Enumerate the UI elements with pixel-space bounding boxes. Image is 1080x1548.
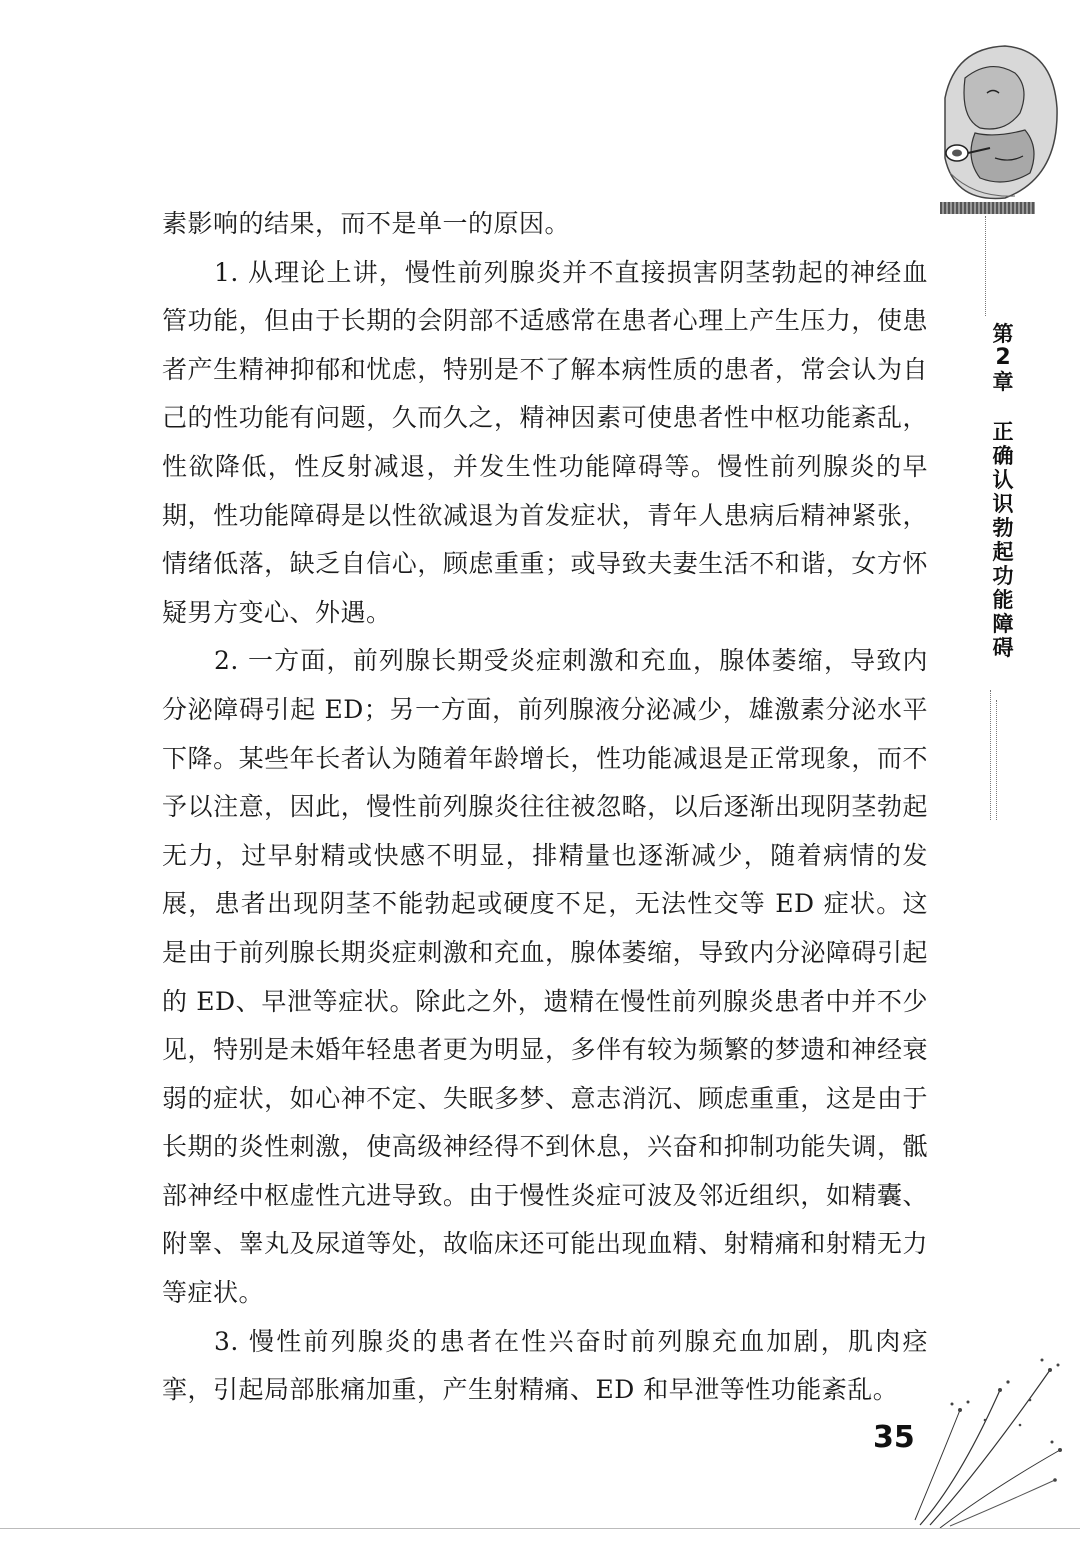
chapter-bar (940, 202, 1035, 214)
paragraph: 3. 慢性前列腺炎的患者在性兴奋时前列腺充血加剧，肌肉痉挛，引起局部胀痛加重，产生射精痛、ED 和早泄等性功能紊乱。 (162, 1326, 928, 1405)
side-dotted-line (990, 690, 991, 820)
page-number: 35 (873, 1420, 915, 1455)
side-dotted-line (985, 216, 986, 316)
body-text (162, 200, 928, 1415)
chapter-tab (988, 322, 1018, 660)
paragraph: 素影响的结果，而不是单一的原因。 (162, 209, 571, 238)
paragraph: 2. 一方面，前列腺长期受炎症刺激和充血，腺体萎缩，导致内分泌障碍引起 ED；另一方面，前列腺液分泌减少，雄激素分泌水平下降。某些年长者认为随着年龄增长，性功能减退是正常现象，而不予以注意，因此，慢性前列腺炎往往被忽略，以后逐渐出现阴茎勃起无力，过早射精或快感不明显，排精量也逐渐减少，随着病情的发展，患者出现阴茎不能勃起或硬度不足，无法性交等 ED 症状。这是由于前列腺长期炎症刺激和充血，腺体萎缩，导致内分泌障碍引起的 ED、早泄等症状。除此之外，遗精在慢性前列腺炎患者中并不少见，特别是未婚年轻患者更为明显，多伴有较为频繁的梦遗和神经衰弱的症状，如心神不定、失眠多梦、意志消沉、顾虑重重，这是由于长期的炎性刺激，使高级神经得不到休息，兴奋和抑制功能失调，骶部神经中枢虚性亢进导致。由于慢性炎症可波及邻近组织，如精囊、附睾、睾丸及尿道等处，故临床还可能出现血精、射精痛和射精无力等症状。 (162, 646, 928, 1308)
chapter-number: 2 (995, 345, 1011, 370)
corner-illustration (935, 38, 1060, 208)
floral-decoration (900, 1330, 1070, 1530)
chapter-prefix: 第 (992, 322, 1014, 346)
side-dotted-line (996, 700, 997, 820)
bottom-rule (0, 1528, 1080, 1529)
chapter-suffix: 章 (992, 370, 1014, 394)
paragraph: 1. 从理论上讲，慢性前列腺炎并不直接损害阴茎勃起的神经血管功能，但由于长期的会阴部不适感常在患者心理上产生压力，使患者产生精神抑郁和忧虑，特别是不了解本病性质的患者，常会认为自己的性功能有问题，久而久之，精神因素可使患者性中枢功能紊乱，性欲降低，性反射减退，并发生性功能障碍等。慢性前列腺炎的早期，性功能障碍是以性欲减退为首发症状，青年人患病后精神紧张，情绪低落，缺乏自信心，顾虑重重；或导致夫妻生活不和谐，女方怀疑男方变心、外遇。 (162, 257, 928, 627)
chapter-title: 正确认识勃起功能障碍 (992, 420, 1014, 660)
